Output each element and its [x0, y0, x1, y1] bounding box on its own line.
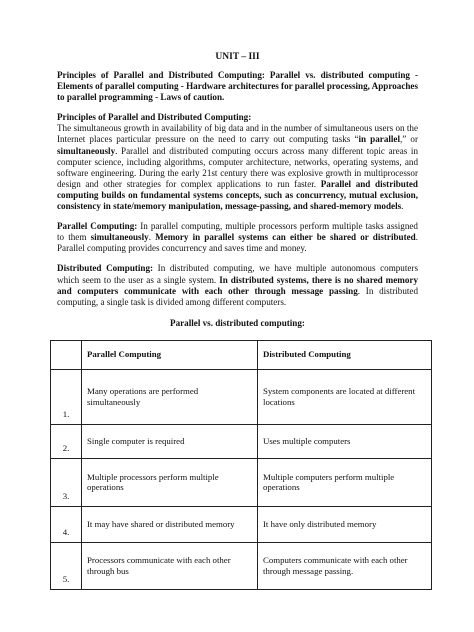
- table-row: [51, 506, 432, 542]
- parallel-cell: It may have shared or distributed memory: [82, 506, 258, 542]
- table-header-row: [51, 340, 432, 369]
- table-row: [51, 458, 432, 506]
- text-span: .: [148, 232, 156, 243]
- text-span: . Parallel computing provides concurrency and saves time and money.: [57, 232, 418, 254]
- text-span: . In distributed computing, a single task is divided among different computers.: [57, 285, 419, 307]
- parallel-cell: Many operations are performed simultaneously: [82, 369, 258, 424]
- row-number: 4.: [51, 506, 82, 542]
- parallel-cell: Processors communicate with each other through bus: [82, 542, 258, 589]
- bold-span: in parallel: [358, 134, 400, 145]
- distributed-cell: Multiple computers perform multiple operations: [258, 458, 432, 506]
- row-number: 2.: [51, 424, 82, 458]
- distributed-cell: It have only distributed memory: [258, 506, 432, 542]
- text-span: In distributed computing, we have multiple autonomous computers which seem to the user as a single system.: [57, 263, 418, 285]
- text-span: The simultaneous growth in availability of big data and in the number of simultaneous users on the Internet places particular pressure on the need to carry out computing tasks “: [57, 123, 418, 145]
- table-row: [51, 424, 432, 458]
- comparison-table: [50, 340, 432, 590]
- parallel-cell: Single computer is required: [82, 424, 258, 458]
- header-cell-parallel: Parallel Computing: [82, 340, 258, 369]
- bold-span: In distributed systems, there is no shared memory and computers communicate with each other through message passing: [57, 274, 418, 296]
- distributed-paragraph: [57, 263, 418, 307]
- text-span: ,” or: [399, 134, 418, 145]
- distributed-cell: Uses multiple computers: [258, 424, 432, 458]
- table-row: [51, 369, 432, 424]
- table-row: [51, 542, 432, 589]
- text-span: .: [401, 201, 404, 212]
- unit-heading: UNIT – III: [215, 52, 260, 62]
- row-number: 1.: [51, 369, 82, 424]
- parallel-paragraph: [57, 221, 418, 254]
- row-number: 5.: [51, 542, 82, 589]
- table-caption: Parallel vs. distributed computing:: [170, 317, 305, 328]
- text-span: . Parallel and distributed computing occurs across many different topic areas in computer science, including algorithms, computer architecture, networks, operating systems, and software engineering. During the early 21st century there was explosive growth in multiprocessor design and other strategies for complex applications to run faster.: [57, 145, 418, 189]
- principles-section: [57, 112, 418, 212]
- header-cell-distributed: Distributed Computing: [258, 340, 432, 369]
- principles-paragraph: [57, 123, 418, 212]
- intro-text: Principles of Parallel and Distributed Computing: Parallel vs. distributed computing - Elements of parallel computing - Hardware architectures for parallel processing, Approaches to parallel programming - Laws of caution.: [57, 70, 418, 103]
- distributed-label: Distributed Computing:: [57, 263, 154, 274]
- bold-span: simultaneously: [57, 145, 116, 156]
- principles-title: Principles of Parallel and Distributed Computing:: [57, 112, 252, 123]
- bold-span: Memory in parallel systems can either be shared or distributed: [155, 232, 416, 243]
- row-number: 3.: [51, 458, 82, 506]
- parallel-label: Parallel Computing:: [57, 221, 138, 232]
- bold-span: simultaneously: [90, 232, 149, 243]
- distributed-cell: Computers communicate with each other through message passing.: [258, 542, 432, 589]
- distributed-cell: System components are located at different locations: [258, 369, 432, 424]
- text-span: In parallel computing, multiple processors perform multiple tasks assigned to them: [57, 221, 418, 243]
- header-cell-index: [51, 340, 82, 369]
- parallel-cell: Multiple processors perform multiple operations: [82, 458, 258, 506]
- bold-span: Parallel and distributed computing builds on fundamental systems concepts, such as concurrency, mutual exclusion, consistency in state/memory manipulation, message-passing, and shared-memory models: [57, 178, 418, 212]
- intro-paragraph: [57, 70, 418, 103]
